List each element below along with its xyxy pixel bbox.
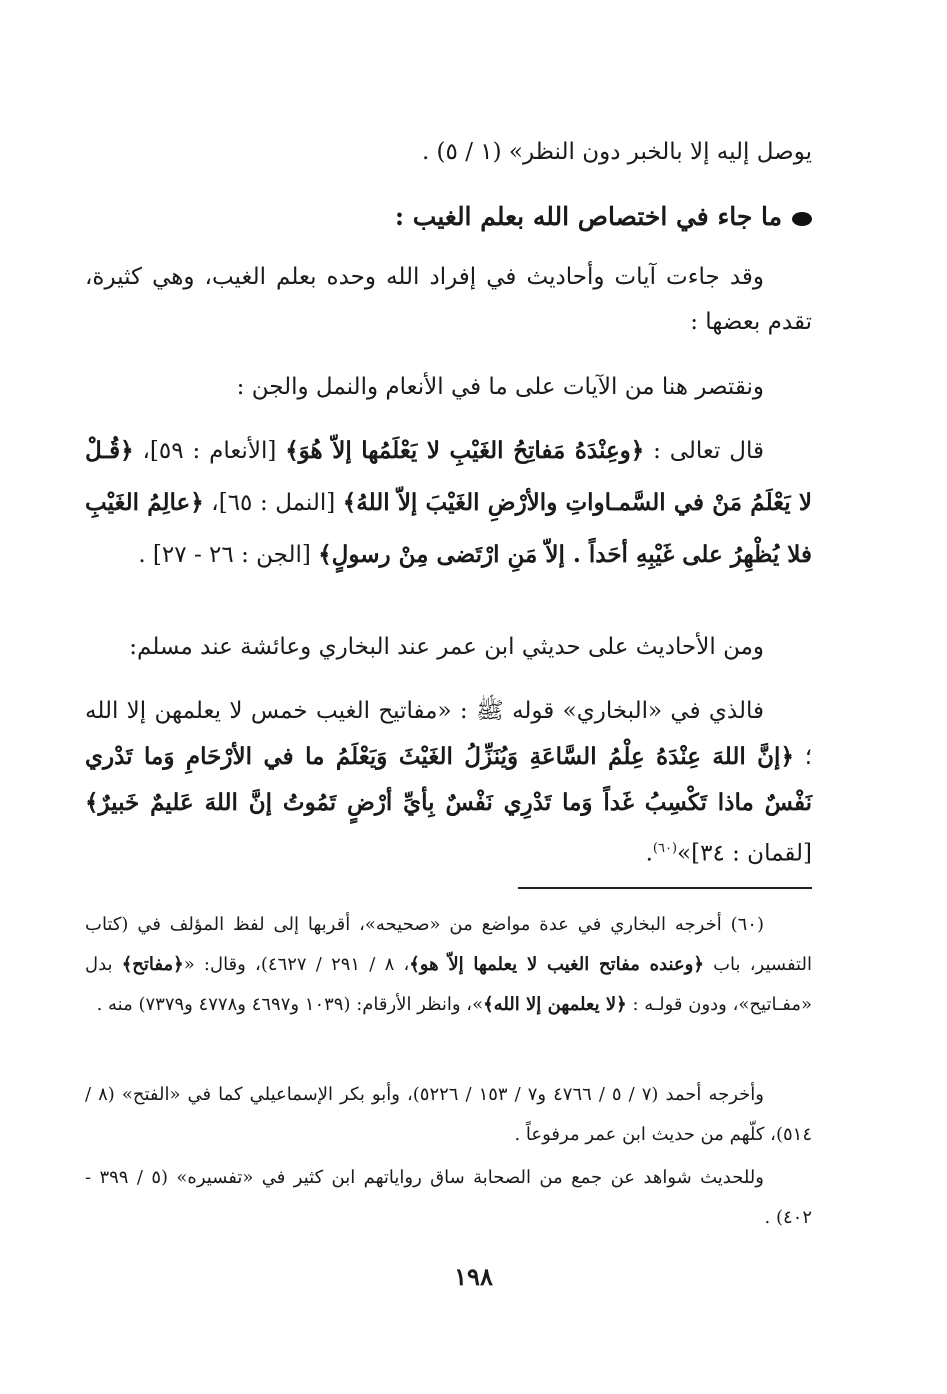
heading-text: ما جاء في اختصاص الله بعلم الغيب : — [394, 202, 782, 231]
footnote-60-part-e: بدل «مفـاتيح»، ودون قولـه : — [85, 954, 812, 1015]
verse-naml: ﴿قُـلْ لا يَعْلَمُ مَنْ في السَّمـاواتِ والأرْضِ الغَيْبَ إلاّ اللهُ﴾ — [85, 437, 813, 516]
page-number: ١٩٨ — [454, 1262, 493, 1291]
verse-jinn-ref: [الجن : ٢٦ - ٢٧] . — [138, 542, 311, 568]
footnote-ahmad-text: وأخرجه أحمد (٧ / ٥ / ٤٧٦٦ و٧ / ١٥٣ / ٥٢٢٦)، وأبو بكر الإسماعيلي كما في «الفتح» (٨ / ٥١٤)، كلّهم من حديث ابن عمر مرفوعاً . — [85, 1084, 812, 1145]
footnote-60-mafatih: ﴿مفاتح﴾ — [121, 954, 184, 975]
intro-paragraph — [85, 255, 812, 345]
hadiths-intro-paragraph — [85, 625, 812, 670]
verses-prefix: قال تعالى : — [653, 438, 764, 464]
verse-jinn: ﴿عالِمُ الغَيْبِ فلا يُظْهِرُ على غَيْبِهِ أحَداً . إلاّ مَنِ ارْتَضى مِنْ رسولٍ﴾ — [85, 489, 812, 568]
section-heading — [85, 194, 812, 239]
bukhari-end: . — [645, 840, 653, 867]
footnote-separator — [518, 887, 812, 889]
continuation-text: يوصل إليه إلا بالخبر دون النظر» (١ / ٥) . — [421, 139, 812, 165]
bukhari-paragraph — [85, 688, 812, 877]
hadiths-intro-text: ومن الأحاديث على حديثي ابن عمر عند البخاري وعائشة عند مسلم: — [129, 634, 764, 660]
bukhari-prefix: فالذي في «البخاري» قوله ﷺ : «مفاتيح الغيب خمس لا يعلمهن إلا الله ؛ — [85, 698, 812, 770]
bullet-icon — [792, 212, 812, 226]
footnote-60-verse-2: ﴿لا يعلمهن إلا الله﴾ — [483, 994, 627, 1015]
footnote-ahmad — [85, 1075, 812, 1155]
bukhari-verse: ﴿إنَّ اللهَ عِنْدَهُ عِلْمُ السَّاعَةِ وَيُنَزِّلُ الغَيْثَ وَيَعْلَمُ ما في الأرْحَامِ وَما تَدْري نَفْسٌ ماذا تَكْسِبُ غَداً وَما تَدْرِي نَفْسٌ بِأيِّ أرْضٍ تَمُوتُ إنَّ اللهَ عَليمٌ خَبيرٌ﴾ — [85, 743, 812, 816]
limit-paragraph — [85, 365, 812, 410]
footnote-mark: (٦٠) — [652, 841, 678, 856]
verse-anam: ﴿وعِنْدَهُ مَفاتِحُ الغَيْبِ لا يَعْلَمُها إلاّ هُوَ﴾ — [285, 437, 645, 464]
footnote-shawahid-text: وللحديث شواهد عن جمع من الصحابة ساق رواياتهم ابن كثير في «تفسيره» (٥ / ٣٩٩ - ٤٠٢) . — [85, 1167, 812, 1228]
footnote-60-verse: ﴿وعنده مفاتح الغيب لا يعلمها إلاّ هو﴾ — [409, 954, 704, 975]
limit-text: ونقتصر هنا من الآيات على ما في الأنعام والنمل والجن : — [236, 374, 764, 400]
bukhari-ref: [لقمان : ٣٤]» — [677, 840, 812, 867]
footnote-60-part-g: »، وانظر الأرقام: (١٠٣٩ و٤٦٩٧ و٤٧٧٨ و٧٣٧٩) منه . — [96, 994, 484, 1015]
footnote-60-part-a: (٦٠) أخرجه البخاري في عدة مواضع من «صحيحه»، أقربها إلى لفظ المؤلف في (كتاب التفسير، باب — [85, 914, 812, 975]
footnote-60 — [85, 905, 812, 1025]
verse-anam-ref: [الأنعام : ٥٩]، — [142, 438, 277, 464]
verses-paragraph — [85, 425, 812, 581]
verse-naml-ref: [النمل : ٦٥]، — [211, 490, 336, 516]
continuation-line — [85, 130, 812, 175]
footnote-shawahid — [85, 1158, 812, 1238]
intro-text: وقد جاءت آيات وأحاديث في إفراد الله وحده بعلم الغيب، وهي كثيرة، تقدم بعضها : — [85, 264, 812, 335]
footnote-60-part-c: ، ٨ / ٢٩١ / ٤٦٢٧)، وقال: « — [183, 954, 410, 975]
